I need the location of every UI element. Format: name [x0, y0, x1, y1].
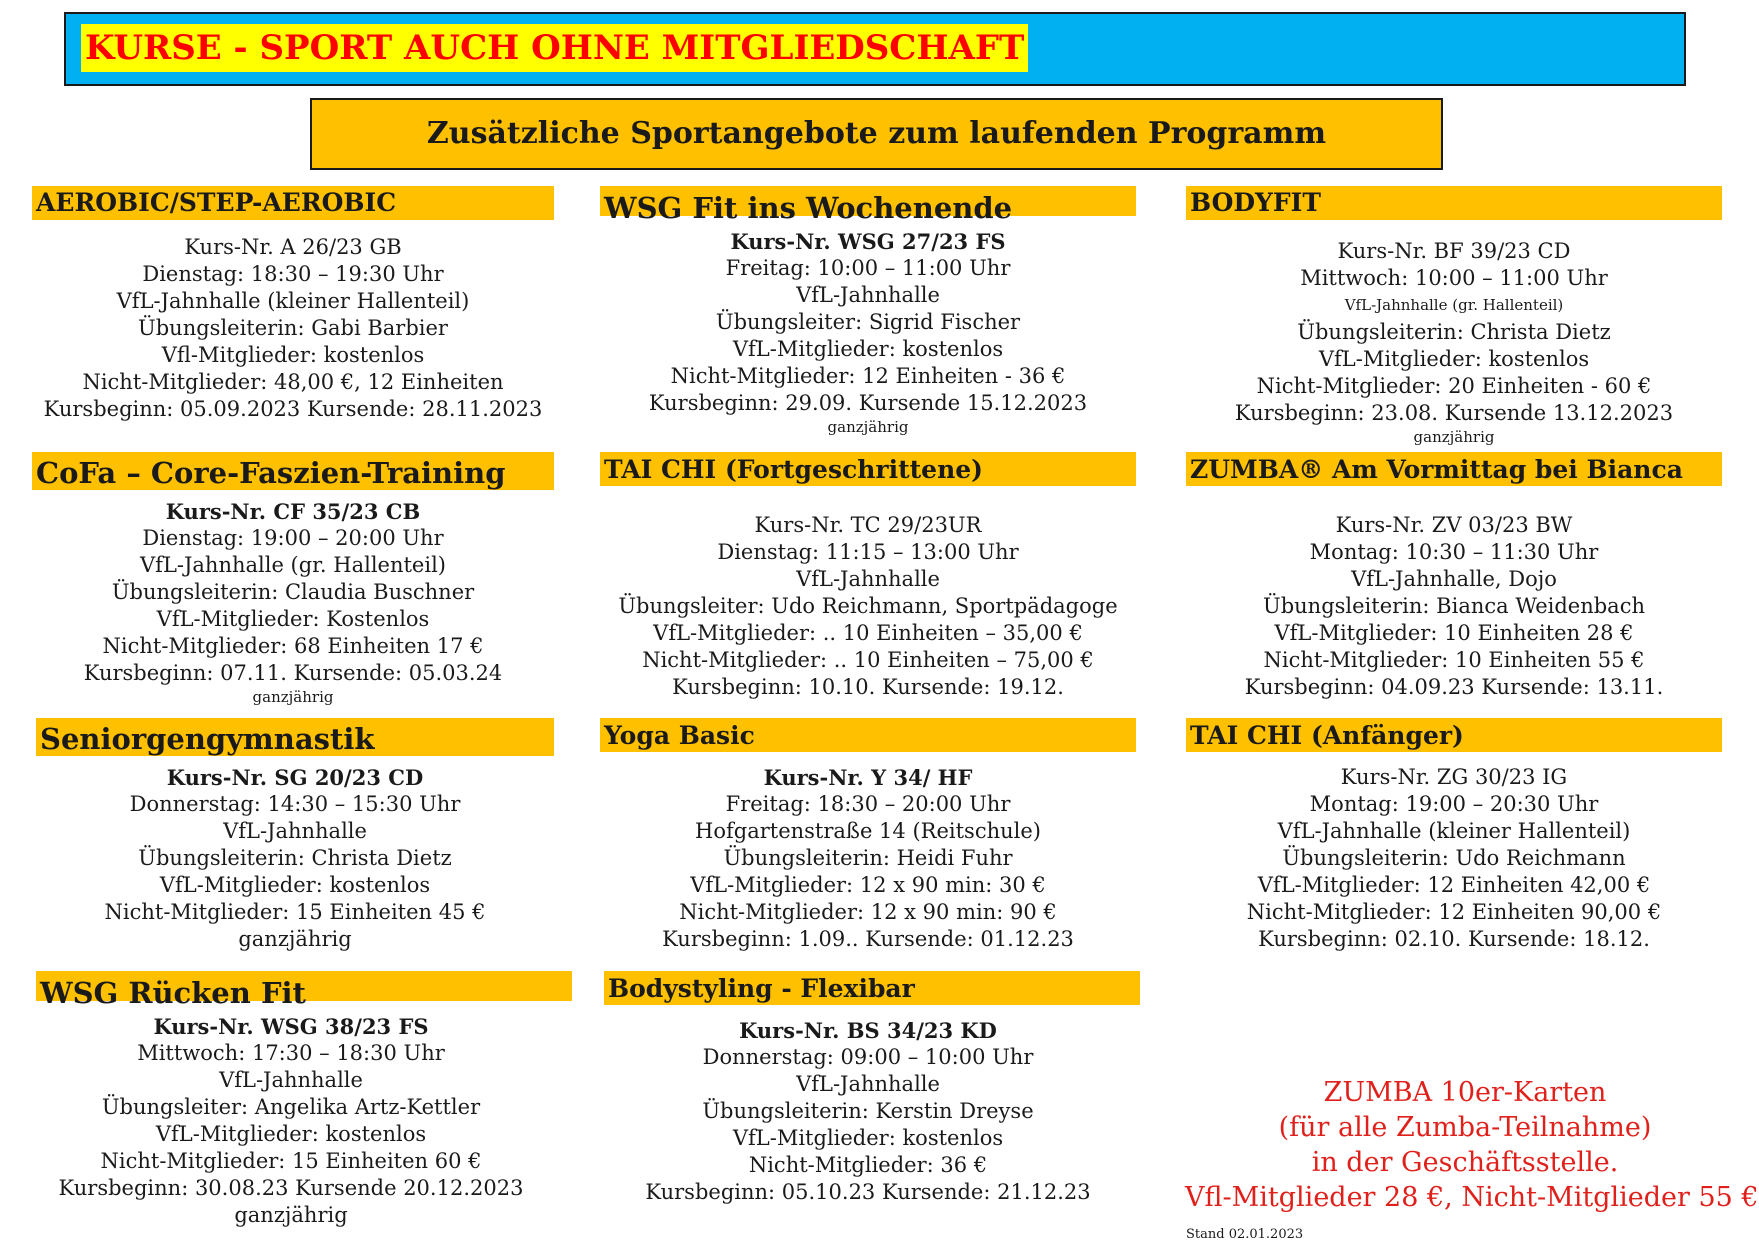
- page-title: KURSE - SPORT AUCH OHNE MITGLIEDSCHAFT: [81, 24, 1028, 72]
- subtitle-box: [310, 98, 1443, 170]
- course-zumba-morning: [1186, 452, 1722, 701]
- course-nonmember-price: Nicht-Mitglieder: 36 €: [748, 1153, 988, 1177]
- course-schedule: Dienstag: 18:30 – 19:30 Uhr: [142, 262, 444, 286]
- course-location: VfL-Jahnhalle: [223, 819, 367, 843]
- course-instructor: Übungsleiterin: Heidi Fuhr: [723, 846, 1013, 870]
- course-member-price: VfL-Mitglieder: 10 Einheiten 28 €: [1274, 621, 1634, 645]
- course-details: [600, 764, 1136, 954]
- course-nonmember-price: Nicht-Mitglieder: 15 Einheiten 45 €: [104, 900, 486, 924]
- course-number: Kurs-Nr. SG 20/23 CD: [166, 765, 424, 790]
- stand-date: Stand 02.01.2023: [1186, 1227, 1304, 1242]
- course-schedule: Freitag: 18:30 – 20:00 Uhr: [725, 792, 1011, 816]
- course-number: Kurs-Nr. A 26/23 GB: [184, 235, 402, 259]
- course-details: [36, 1013, 546, 1229]
- course-heading: Seniorgengymnastik: [36, 718, 554, 756]
- course-taichi-beginner: [1186, 718, 1722, 953]
- course-member-price: VfL-Mitglieder: kostenlos: [732, 337, 1004, 361]
- course-details: [1186, 512, 1722, 701]
- course-note: ganzjährig: [252, 688, 334, 706]
- course-dates: Kursbeginn: 1.09.. Kursende: 01.12.23: [662, 927, 1074, 951]
- title-banner: [64, 12, 1686, 86]
- course-instructor: Übungsleiterin: Kerstin Dreyse: [702, 1099, 1034, 1123]
- course-schedule: Montag: 19:00 – 20:30 Uhr: [1309, 792, 1599, 816]
- course-nonmember-price: Nicht-Mitglieder: 68 Einheiten 17 €: [102, 634, 484, 658]
- course-nonmember-price: Nicht-Mitglieder: 12 Einheiten 90,00 €: [1246, 900, 1662, 924]
- course-details: [600, 512, 1136, 701]
- course-number: Kurs-Nr. WSG 38/23 FS: [153, 1014, 429, 1039]
- course-schedule: Montag: 10:30 – 11:30 Uhr: [1309, 540, 1599, 564]
- zumba-card-note: ZUMBA 10er-Karten (für alle Zumba-Teilnahme) in der Geschäftsstelle. Vfl-Mitglieder 28 €, Nicht-Mitglieder 55 €: [1185, 1077, 1759, 1213]
- course-nonmember-price: Nicht-Mitglieder: 12 x 90 min: 90 €: [679, 900, 1057, 924]
- course-taichi-advanced: [600, 452, 1136, 701]
- course-instructor: Übungsleiterin: Udo Reichmann: [1282, 846, 1626, 870]
- course-aerobic: [32, 186, 554, 423]
- course-instructor: Übungsleiter: Udo Reichmann, Sportpädagoge: [618, 594, 1118, 618]
- course-nonmember-price: Nicht-Mitglieder: 20 Einheiten - 60 €: [1256, 374, 1652, 398]
- course-number: Kurs-Nr. TC 29/23UR: [754, 513, 982, 537]
- course-schedule: Donnerstag: 14:30 – 15:30 Uhr: [129, 792, 461, 816]
- course-instructor: Übungsleiterin: Bianca Weidenbach: [1263, 594, 1645, 618]
- course-dates: Kursbeginn: 07.11. Kursende: 05.03.24: [83, 661, 503, 685]
- course-location: VfL-Jahnhalle (kleiner Hallenteil): [1277, 819, 1631, 843]
- course-dates: Kursbeginn: 05.09.2023 Kursende: 28.11.2023: [43, 397, 543, 421]
- course-member-price: VfL-Mitglieder: kostenlos: [155, 1122, 427, 1146]
- course-note: ganzjährig: [234, 1203, 348, 1227]
- course-instructor: Übungsleiterin: Christa Dietz: [138, 846, 452, 870]
- course-instructor: Übungsleiter: Sigrid Fischer: [715, 310, 1021, 334]
- course-nonmember-price: Nicht-Mitglieder: .. 10 Einheiten – 75,00 €: [642, 648, 1094, 672]
- course-nonmember-price: Nicht-Mitglieder: 12 Einheiten - 36 €: [670, 364, 1066, 388]
- course-wsg-ruecken: [36, 971, 572, 1229]
- course-location: VfL-Jahnhalle (kleiner Hallenteil): [116, 289, 470, 313]
- course-note: ganzjährig: [238, 927, 352, 951]
- course-schedule: Mittwoch: 10:00 – 11:00 Uhr: [1300, 266, 1608, 290]
- course-member-price: VfL-Mitglieder: kostenlos: [1318, 347, 1590, 371]
- course-number: Kurs-Nr. ZV 03/23 BW: [1335, 513, 1573, 537]
- course-member-price: Vfl-Mitglieder: kostenlos: [161, 343, 425, 367]
- course-location: Hofgartenstraße 14 (Reitschule): [695, 819, 1041, 843]
- course-heading: Bodystyling - Flexibar: [604, 971, 1140, 1005]
- course-dates: Kursbeginn: 30.08.23 Kursende 20.12.2023: [58, 1176, 524, 1200]
- course-number: Kurs-Nr. BF 39/23 CD: [1337, 239, 1571, 263]
- course-cofa: [32, 452, 554, 706]
- course-dates: Kursbeginn: 02.10. Kursende: 18.12.: [1258, 927, 1650, 951]
- course-heading: ZUMBA® Am Vormittag bei Bianca: [1186, 452, 1722, 486]
- course-location: VfL-Jahnhalle: [796, 1072, 940, 1096]
- course-note: ganzjährig: [1413, 428, 1495, 446]
- course-heading: BODYFIT: [1186, 186, 1722, 220]
- course-dates: Kursbeginn: 04.09.23 Kursende: 13.11.: [1244, 675, 1664, 699]
- course-member-price: VfL-Mitglieder: .. 10 Einheiten – 35,00 €: [653, 621, 1083, 645]
- course-yoga-basic: [600, 718, 1136, 954]
- course-dates: Kursbeginn: 29.09. Kursende 15.12.2023: [648, 391, 1088, 415]
- course-details: [36, 764, 554, 953]
- course-bodyfit: [1186, 186, 1722, 446]
- course-seniorgym: [36, 718, 554, 953]
- course-nonmember-price: Nicht-Mitglieder: 48,00 €, 12 Einheiten: [82, 370, 504, 394]
- course-location: VfL-Jahnhalle (gr. Hallenteil): [140, 553, 446, 577]
- course-schedule: Dienstag: 11:15 – 13:00 Uhr: [717, 540, 1019, 564]
- course-heading: TAI CHI (Fortgeschrittene): [600, 452, 1136, 486]
- course-wsg-fit: [600, 186, 1136, 436]
- course-details: [604, 1017, 1132, 1206]
- course-location: VfL-Jahnhalle: [796, 283, 940, 307]
- course-nonmember-price: Nicht-Mitglieder: 15 Einheiten 60 €: [100, 1149, 482, 1173]
- course-number: Kurs-Nr. Y 34/ HF: [763, 765, 973, 790]
- course-details: [32, 234, 554, 423]
- course-bodystyling: [604, 971, 1140, 1206]
- course-member-price: VfL-Mitglieder: 12 Einheiten 42,00 €: [1257, 873, 1651, 897]
- course-details: [600, 228, 1136, 436]
- course-dates: Kursbeginn: 05.10.23 Kursende: 21.12.23: [645, 1180, 1091, 1204]
- course-member-price: VfL-Mitglieder: 12 x 90 min: 30 €: [690, 873, 1046, 897]
- course-number: Kurs-Nr. WSG 27/23 FS: [730, 229, 1006, 254]
- course-dates: Kursbeginn: 23.08. Kursende 13.12.2023: [1234, 401, 1674, 425]
- course-heading: WSG Fit ins Wochenende: [600, 186, 1136, 216]
- course-instructor: Übungsleiterin: Gabi Barbier: [138, 316, 448, 340]
- course-schedule: Freitag: 10:00 – 11:00 Uhr: [725, 256, 1011, 280]
- course-heading: AEROBIC/STEP-AEROBIC: [32, 186, 554, 220]
- course-location: VfL-Jahnhalle, Dojo: [1351, 567, 1557, 591]
- course-heading: Yoga Basic: [600, 718, 1136, 752]
- course-member-price: VfL-Mitglieder: kostenlos: [159, 873, 431, 897]
- course-instructor: Übungsleiterin: Christa Dietz: [1297, 320, 1611, 344]
- course-note: ganzjährig: [827, 418, 909, 436]
- course-instructor: Übungsleiterin: Claudia Buschner: [111, 580, 475, 604]
- course-location: VfL-Jahnhalle: [219, 1068, 363, 1092]
- course-number: Kurs-Nr. CF 35/23 CB: [165, 499, 421, 524]
- course-number: Kurs-Nr. ZG 30/23 IG: [1340, 765, 1568, 789]
- page-subtitle: Zusätzliche Sportangebote zum laufenden Programm: [426, 116, 1327, 151]
- course-member-price: VfL-Mitglieder: kostenlos: [732, 1126, 1004, 1150]
- course-details: [1186, 764, 1722, 953]
- course-details: [1186, 238, 1722, 446]
- course-schedule: Mittwoch: 17:30 – 18:30 Uhr: [137, 1041, 445, 1065]
- course-number: Kurs-Nr. BS 34/23 KD: [739, 1018, 997, 1043]
- course-location: VfL-Jahnhalle: [796, 567, 940, 591]
- course-dates: Kursbeginn: 10.10. Kursende: 19.12.: [672, 675, 1064, 699]
- course-heading: CoFa – Core-Faszien-Training: [32, 452, 554, 490]
- course-nonmember-price: Nicht-Mitglieder: 10 Einheiten 55 €: [1263, 648, 1645, 672]
- course-heading: TAI CHI (Anfänger): [1186, 718, 1722, 752]
- course-instructor: Übungsleiter: Angelika Artz-Kettler: [101, 1095, 481, 1119]
- course-schedule: Donnerstag: 09:00 – 10:00 Uhr: [702, 1045, 1034, 1069]
- course-location: VfL-Jahnhalle (gr. Hallenteil): [1344, 296, 1564, 314]
- course-schedule: Dienstag: 19:00 – 20:00 Uhr: [142, 526, 444, 550]
- course-member-price: VfL-Mitglieder: Kostenlos: [156, 607, 430, 631]
- course-heading: WSG Rücken Fit: [36, 971, 572, 1001]
- course-details: [32, 498, 554, 706]
